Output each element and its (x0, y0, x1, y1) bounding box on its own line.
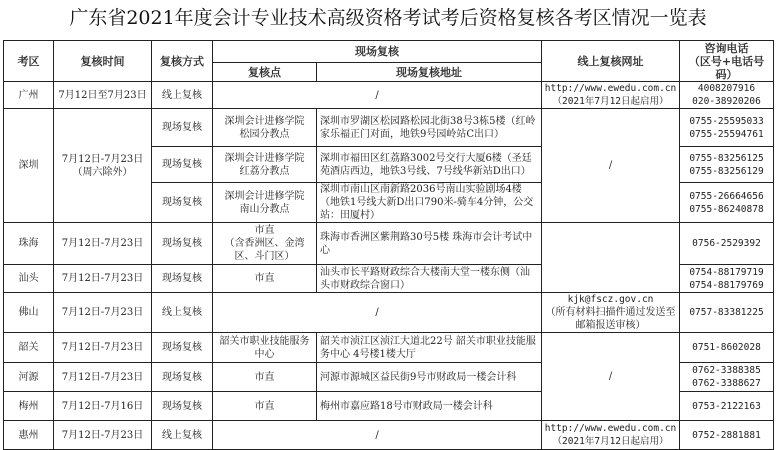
header-onsite-address: 现场复核地址 (317, 63, 542, 82)
table-row-shaoguan (4, 333, 774, 363)
phone-2: 0755-83256129 (689, 165, 764, 177)
cell-point (213, 109, 317, 147)
table-row-guangzhou (4, 82, 774, 109)
cell-url: / (542, 333, 680, 421)
cell-method: 线上复核 (152, 293, 213, 333)
point-line2: 南山分教点 (239, 203, 290, 215)
online-url-link[interactable]: http://www.ewedu.com.cn (544, 83, 677, 94)
cell-time (54, 109, 152, 223)
cell-time: 7月12日-7月23日 (54, 293, 152, 333)
header-area: 考区 (4, 41, 54, 82)
header-time: 复核时间 (54, 41, 152, 82)
cell-area: 惠州 (4, 421, 54, 450)
header-online-url: 线上复核网址 (542, 41, 680, 82)
cell-time: 7月12日-7月23日 (54, 223, 152, 265)
cell-area: 韶关 (4, 333, 54, 363)
cell-time: 7月12日-7月23日 (54, 333, 152, 363)
cell-url (542, 293, 680, 333)
phone-1: 0755-26664656 (689, 190, 764, 202)
cell-phone: 0752-2881881 (680, 421, 774, 450)
header-phone-line2: （区号+电话号码） (688, 54, 765, 81)
phone-1: 0754-88179719 (689, 266, 764, 278)
cell-address: 深圳市罗湖区松园路松园北街38号3栋5楼（红岭家乐福正门对面，地铁9号园岭站C出口） (317, 109, 542, 147)
header-row (4, 41, 774, 63)
cell-time: 7月12日至7月23日 (54, 82, 152, 109)
cell-phone: 0756-2529392 (680, 223, 774, 265)
cell-address: 河源市源城区益民街9号市财政局一楼会计科 (317, 363, 542, 392)
cell-method: 线上复核 (152, 82, 213, 109)
phone-2: 0755-86240878 (689, 203, 764, 215)
cell-area: 梅州 (4, 392, 54, 421)
cell-onsite: / (213, 421, 542, 450)
table-row-shenzhen-1 (4, 109, 774, 147)
cell-method: 现场复核 (152, 223, 213, 265)
phone-2: 0762-3388627 (692, 378, 761, 389)
point-line1: 深圳会计进修学院 (224, 115, 305, 127)
cell-area: 珠海 (4, 223, 54, 265)
online-url-note: （2021年7月12日起启用） (552, 436, 669, 447)
cell-address: 汕头市长平路财政综合大楼南大堂一楼东侧（汕头市财政综合窗口） (317, 265, 542, 293)
cell-area: 深圳 (4, 109, 54, 223)
page-title: 广东省2021年度会计专业技术高级资格考试考后资格复核各考区情况一览表 (69, 7, 707, 29)
time-note: （周六除外） (72, 166, 133, 178)
cell-area: 广州 (4, 82, 54, 109)
cell-time: 7月12日-7月23日 (54, 421, 152, 450)
cell-method: 现场复核 (152, 392, 213, 421)
phone-1: 0762-3388385 (692, 365, 761, 376)
cell-method: 现场复核 (152, 265, 213, 293)
cell-phone (680, 183, 774, 223)
cell-time: 7月12日-7月23日 (54, 265, 152, 293)
cell-point (213, 147, 317, 183)
header-method: 复核方式 (152, 41, 213, 82)
phone-2: 0754-88179769 (689, 279, 764, 291)
online-url-note: （所有材料扫描件通过发送至邮箱报送审核） (545, 307, 676, 331)
cell-method: 现场复核 (152, 333, 213, 363)
cell-address: 珠海市香洲区紫荆路30号5楼 珠海市会计考试中心 (317, 223, 542, 265)
cell-point: 市直 (213, 363, 317, 392)
phone-2: 020-38920206 (692, 96, 761, 107)
point-line2: 红荔分教点 (239, 165, 290, 177)
cell-url: / (542, 109, 680, 223)
cell-url-blank (542, 223, 680, 293)
point-line2: （含香洲区、金湾区、斗门区） (224, 238, 305, 262)
cell-phone: 0753-2122163 (680, 392, 774, 421)
cell-address: 深圳市南山区南新路2036号南山实验剧场4楼（地铁1号线大新D出口790米-骑车4分钟，公交站：田厦村） (317, 183, 542, 223)
cell-phone (680, 147, 774, 183)
phone-1: 0755-83256125 (689, 152, 764, 164)
cell-phone (680, 82, 774, 109)
cell-method: 线上复核 (152, 421, 213, 450)
table-row-huizhou (4, 421, 774, 450)
cell-phone (680, 363, 774, 392)
cell-area: 佛山 (4, 293, 54, 333)
header-onsite-point: 复核点 (213, 63, 317, 82)
cell-point: 韶关市职业技能服务中心 (213, 333, 317, 363)
header-onsite-group: 现场复核 (213, 41, 542, 63)
point-line2: 松园分教点 (239, 128, 290, 140)
phone-1: 0755-25595033 (689, 115, 764, 127)
cell-onsite: / (213, 293, 542, 333)
cell-address: 梅州市嘉应路18号市财政局一楼会计科 (317, 392, 542, 421)
cell-method: 现场复核 (152, 109, 213, 147)
exam-review-table (3, 40, 774, 450)
cell-area: 河源 (4, 363, 54, 392)
cell-url (542, 421, 680, 450)
cell-phone (680, 265, 774, 293)
point-line1: 市直 (254, 225, 275, 236)
cell-point (213, 223, 317, 265)
cell-method: 现场复核 (152, 147, 213, 183)
cell-phone: 0757-83381225 (680, 293, 774, 333)
cell-phone: 0751-8602028 (680, 333, 774, 363)
time-range: 7月12日-7月23日 (61, 153, 144, 165)
cell-address: 韶关市浈江区浈江大道北22号 韶关市职业技能服务中心 4号楼1楼大厅 (317, 333, 542, 363)
table-row-foshan (4, 293, 774, 333)
cell-address: 深圳市福田区红荔路3002号交行大厦6楼（圣廷苑酒店西边，地铁3号线、7号线华新站D出口） (317, 147, 542, 183)
cell-point: 市直 (213, 392, 317, 421)
cell-url (542, 82, 680, 109)
header-phone (680, 41, 774, 82)
phone-1: 4008207916 (697, 83, 756, 94)
table-row-zhuhai (4, 223, 774, 265)
cell-method: 现场复核 (152, 183, 213, 223)
cell-phone (680, 109, 774, 147)
cell-time: 7月12日-7月16日 (54, 392, 152, 421)
cell-point: 市直 (213, 265, 317, 293)
online-url-link[interactable]: http://www.ewedu.com.cn (544, 423, 677, 434)
phone-2: 0755-25594761 (689, 128, 764, 140)
online-url-note: （2021年7月12日起启用） (552, 96, 669, 107)
cell-time: 7月12日-7月23日 (54, 363, 152, 392)
online-email-link[interactable]: kjk@fscz.gov.cn (567, 294, 654, 305)
cell-method: 现场复核 (152, 363, 213, 392)
cell-onsite: / (213, 82, 542, 109)
header-phone-line1: 咨询电话 (704, 41, 749, 55)
cell-point (213, 183, 317, 223)
point-line1: 深圳会计进修学院 (224, 152, 305, 164)
cell-area: 汕头 (4, 265, 54, 293)
point-line1: 深圳会计进修学院 (224, 190, 305, 202)
